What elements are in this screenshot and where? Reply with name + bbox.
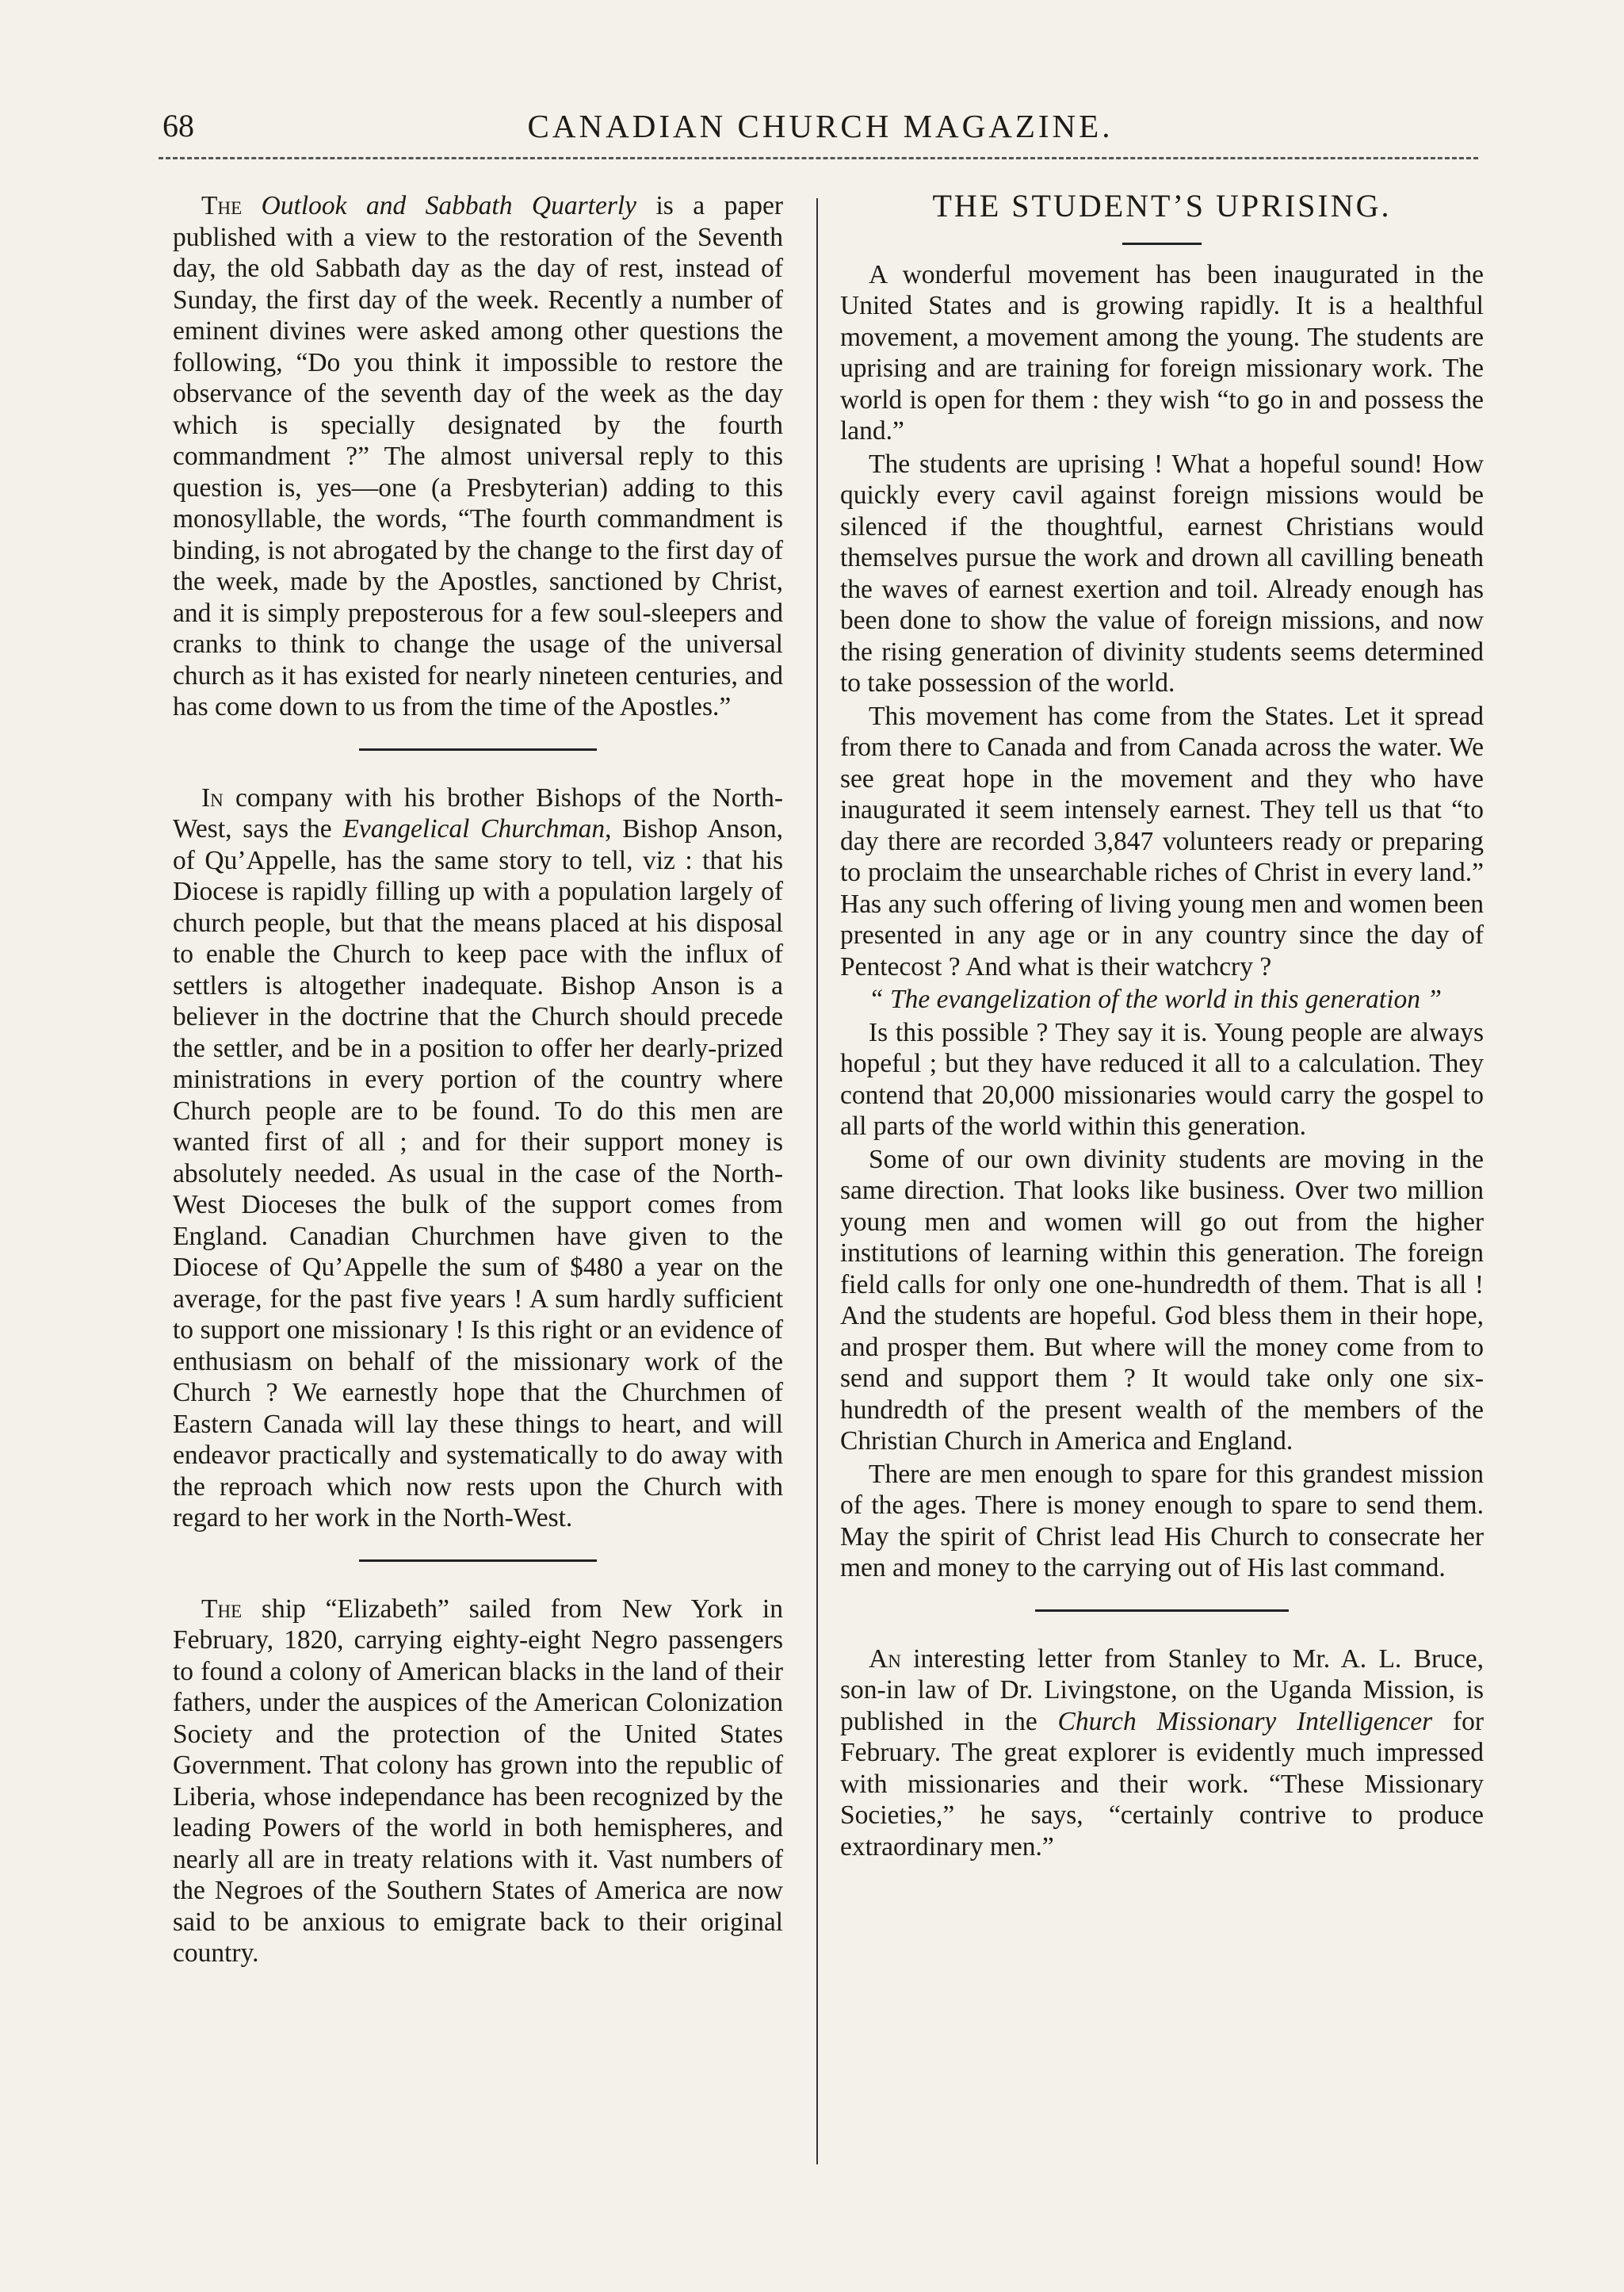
section-divider [1035, 1609, 1289, 1612]
page-header [162, 107, 1478, 155]
paragraph: The students are uprising ! What a hopeful sound! How quickly every cavil against foreign missions would be silenced if the thoughtful, earnest Christians would themselves pursue the work and drown all cavilling beneath the waves of earnest exertion and toil. Already enough has been done to show the value of foreign missions, and now the rising generation of divinity students seems determined to take possession of the world. [840, 449, 1484, 698]
paragraph: A wonderful movement has been inaugurated in the United States and is growing rapidly. It is a healthful movement, a movement among the young. The students are uprising and are training for foreign missionary work. The world is open for them : they wish “to go in and possess the land.” [840, 259, 1484, 446]
right-column [840, 190, 1484, 1862]
publication-title: Evangelical Churchman [342, 814, 606, 844]
paragraph-text: ship “Elizabeth” sailed from New York in February, 1820, carrying eighty-eight Negro passengers to found a colony of American blacks in the land of their fathers, under the auspices of the American Colonization Society and the protection of the United States Government. That colony has grown into the republic of Liberia, whose independance has been recognized by the leading Powers of the world in both hemispheres, and nearly all are in treaty relations with it. Vast numbers of the Negroes of the Southern States of America are now said to be anxious to emigrate back to their original country. [173, 1594, 783, 1968]
watchcry-quote [840, 984, 1484, 1016]
article-stanley [840, 1643, 1484, 1863]
lead-word: In [201, 782, 224, 813]
paragraph: Is this possible ? They say it is. Young people are always hopeful ; but they have reduced it all to a calculation. They contend that 20,000 missionaries would carry the gospel to all parts of the world within this generation. [840, 1017, 1484, 1141]
page-number: 68 [162, 108, 194, 143]
paragraph: Some of our own divinity students are moving in the same direction. That looks like business. Over two million young men and women will go out from the higher institutions of learning within this generation. The foreign field calls for only one one-hundredth of them. That is all ! And the students are hopeful. God bless them in their hope, and prosper them. But where will the money come from to send and support them ? It would take only one six-hundredth of the present wealth of the members of the Christian Church in America and England. [840, 1144, 1484, 1456]
paragraph-text: interesting letter from Stanley to Mr. A. L. Bruce, son-in law of Dr. Livingstone, on the Uganda Mission, is published in the [840, 1643, 1484, 1736]
paragraph: This movement has come from the States. Let it spread from there to Canada and from Canada across the water. We see great hope in the movement and they who have inaugurated it seem intensely earnest. They tell us that “to day there are recorded 3,847 volunteers ready or preparing to proclaim the unsearchable riches of Christ in every land.” Has any such offering of living young men and women been presented in any age or in any country since the day of Pentecost ? And what is their watchcry ? [840, 701, 1484, 981]
lead-word: An [869, 1643, 901, 1674]
publication-title: Church Missionary Intelligencer [1057, 1706, 1433, 1736]
paragraph-text: , Bishop Anson, of Qu’Appelle, has the same story to tell, viz : that his Diocese is rapidly filling up with a population largely of church people, but that the means placed at his disposal to enable the Church to keep pace with the influx of settlers is altogether inadequate. Bishop Anson is a believer in the doctrine that the Church should precede the settler, and be in a position to offer her dearly-prized ministrations in every portion of the country where Church people are to be found. To do this men are wanted first of all ; and for their support money is absolutely needed. As usual in the case of the North-West Dioceses the bulk of the support comes from England. Canadian Churchmen have given to the Diocese of Qu’Appelle the sum of $480 a year on the average, for the past five years ! A sum hardly sufficient to support one missionary ! Is this right or an evidence of enthusiasm on behalf of the missionary work of the Church ? We earnestly hope that the Churchmen of Eastern Canada will lay these things to heart, and will endeavor practically and systematically to do away with the reproach which now rests upon the Church with regard to her work in the North-West. [173, 814, 783, 1532]
section-divider [359, 748, 597, 751]
article-sabbath [173, 190, 783, 723]
lead-word: The [201, 191, 243, 220]
paragraph-text: company with his brother Bishops of the North-West, says the [173, 782, 783, 844]
header-rule [159, 157, 1478, 159]
article-north-west [173, 782, 783, 1534]
article-liberia [173, 1594, 783, 1969]
paragraph-text: for February. The great explorer is evidently much impressed with missionaries and their work. “These Missionary Societies,” he says, “certainly contrive to produce extraordinary men.” [840, 1706, 1485, 1862]
section-divider [359, 1559, 597, 1562]
article-heading: THE STUDENT’S UPRISING. [932, 188, 1392, 224]
column-divider [816, 198, 818, 2164]
paragraph: There are men enough to spare for this grandest mission of the ages. There is money enough to spare to send them. May the spirit of Christ lead His Church to consecrate her men and money to the carrying out of His last command. [840, 1459, 1484, 1582]
heading-rule [1122, 243, 1202, 245]
quote-text: “ The evangelization of the world in this generation ” [869, 985, 1442, 1014]
running-title: CANADIAN CHURCH MAGAZINE. [527, 108, 1114, 144]
lead-word: The [201, 1594, 243, 1624]
paragraph-text: is a paper published with a view to the restoration of the Seventh day, the old Sabbath day as the day of rest, instead of Sunday, the first day of the week. Recently a number of eminent divines were asked among other questions the following, “Do you think it impossible to restore the observance of the seventh day of the week as the day which is specially designated by the fourth commandment ?” The almost universal reply to this question is, yes—one (a Presbyterian) adding to this monosyllable, the words, “The fourth commandment is binding, is not abrogated by the change to the first day of the week, made by the Apostles, sanctioned by Christ, and it is simply preposterous for a few soul-sleepers and cranks to think to change the usage of the universal church as it has existed for nearly nineteen centuries, and has come down to us from the time of the Apostles.” [173, 191, 784, 721]
left-column [173, 190, 783, 1969]
publication-title: Outlook and Sabbath Quarterly [261, 191, 637, 220]
